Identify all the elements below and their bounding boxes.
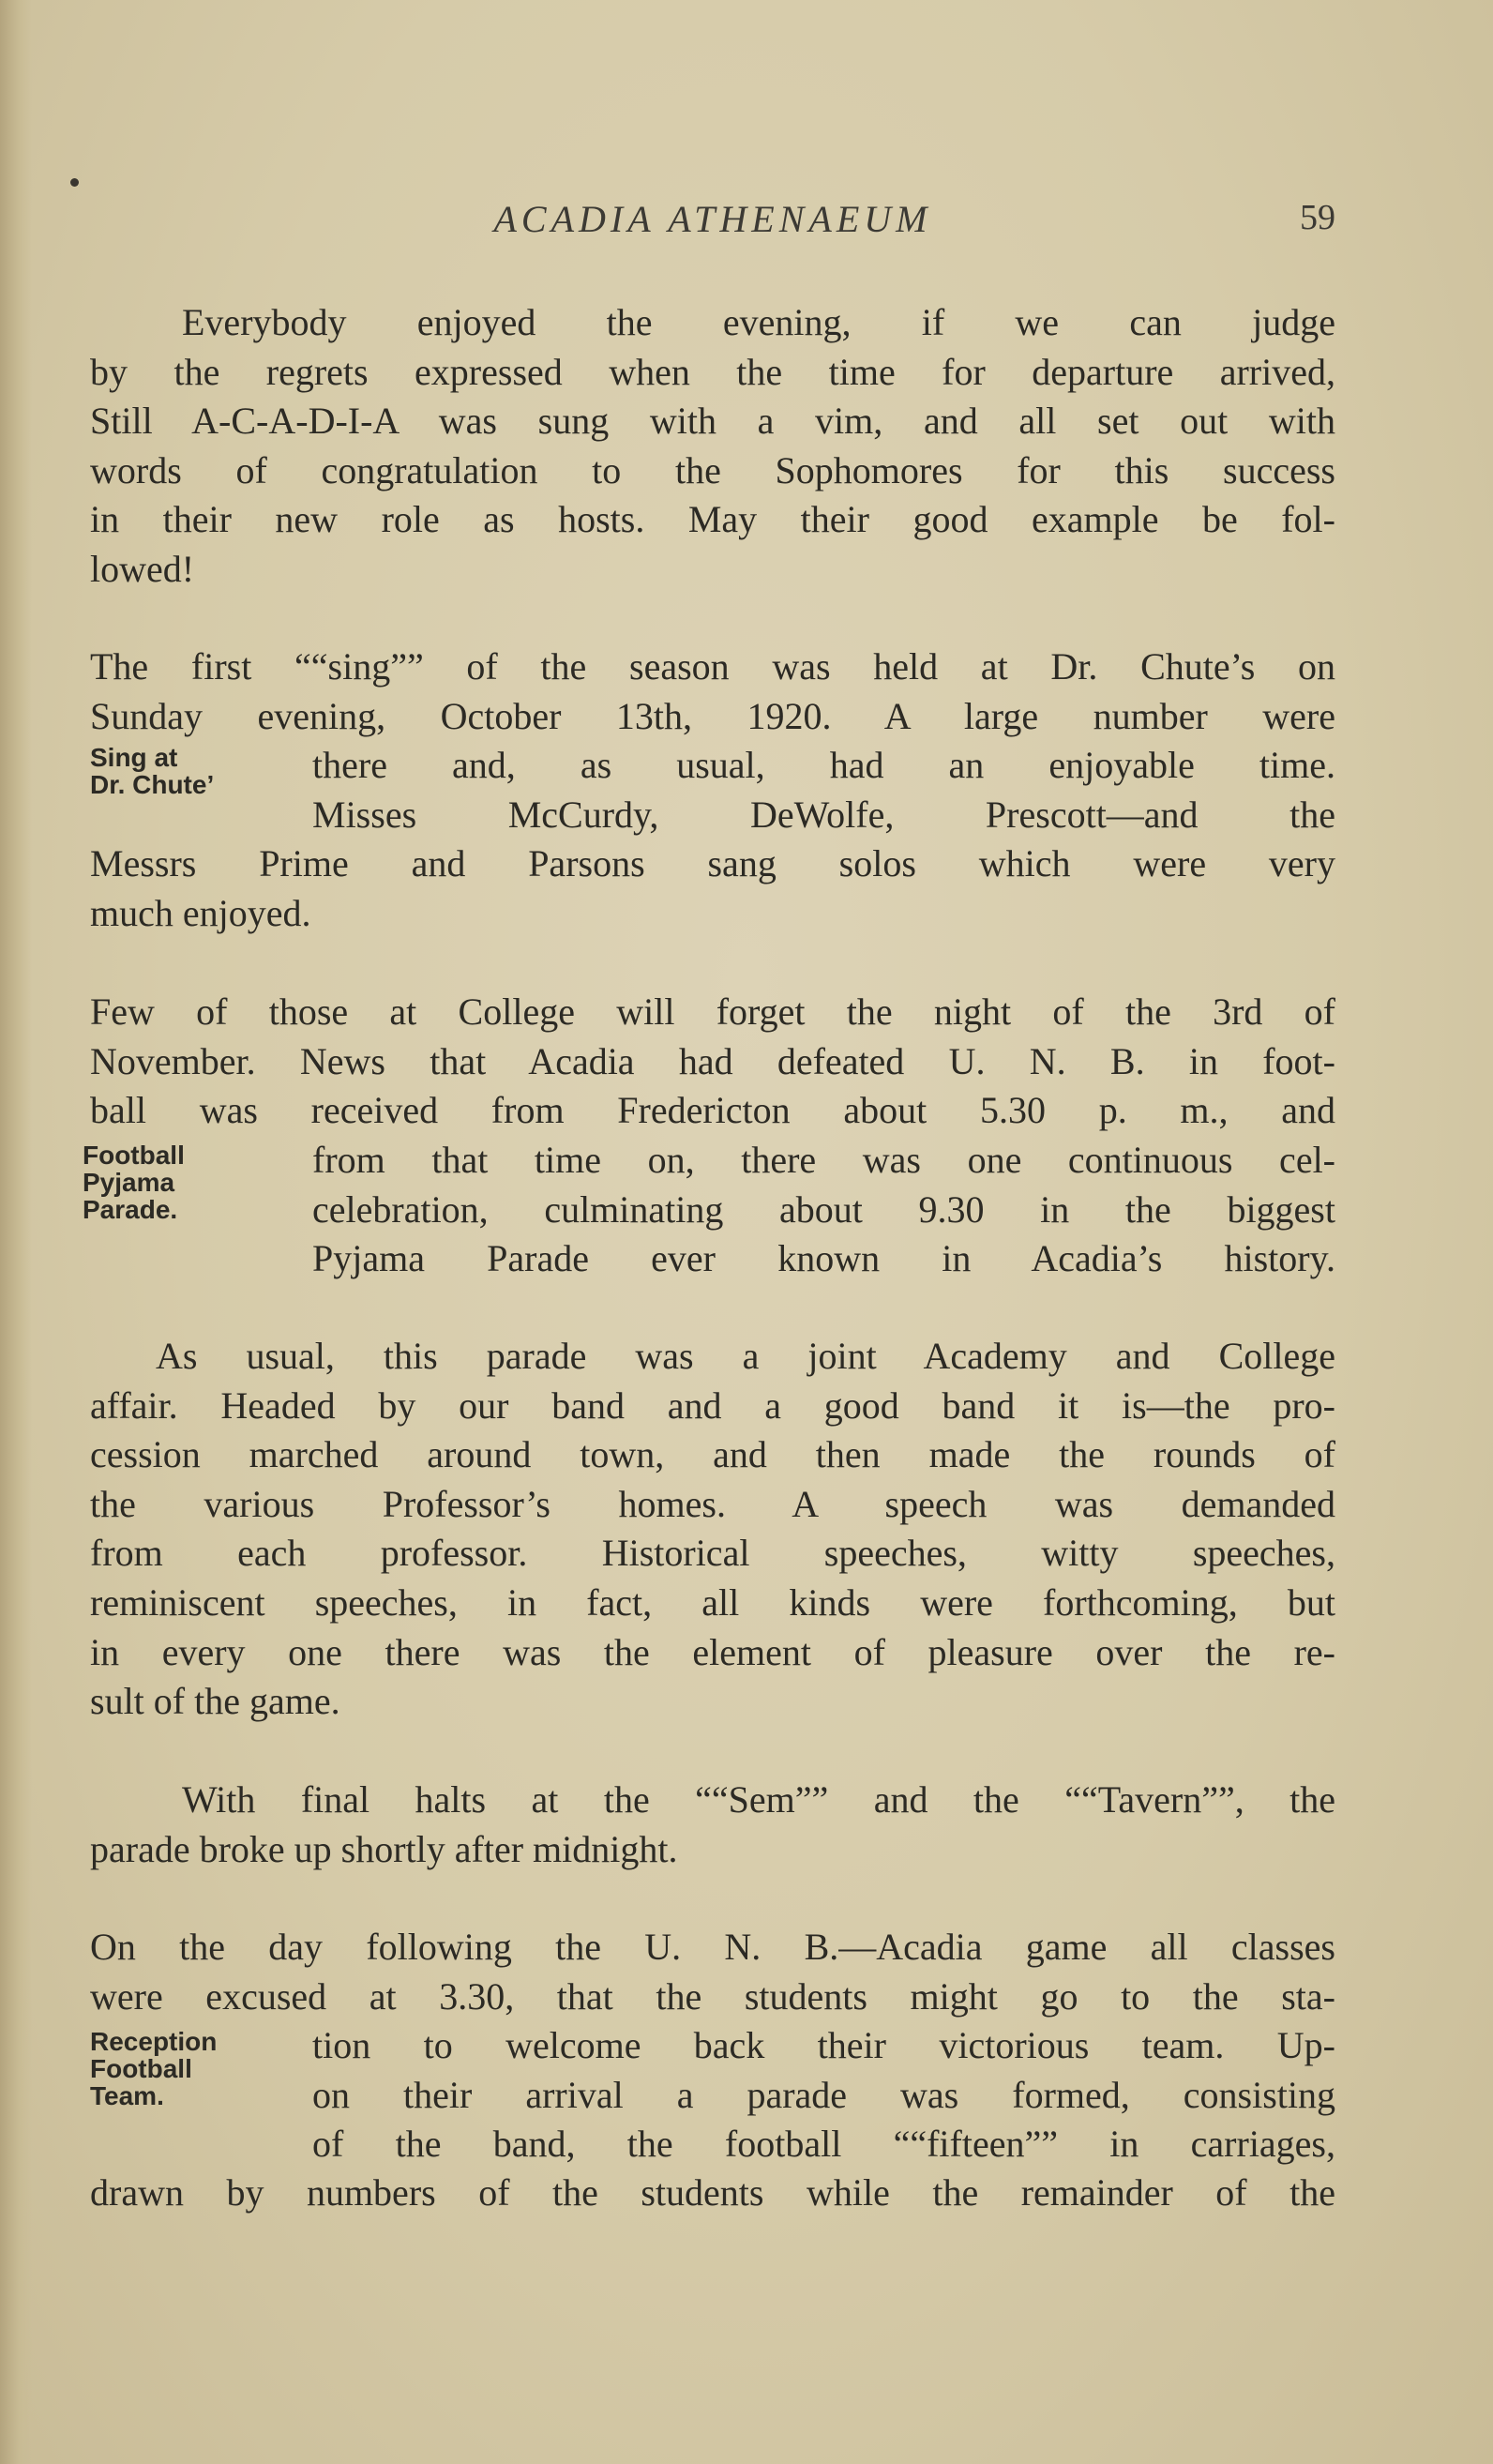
side-note-line: Sing at [90, 743, 178, 772]
text-line: much enjoyed. [90, 891, 311, 934]
page-spine-shadow [0, 0, 32, 2464]
text-line: sult of the game. [90, 1680, 340, 1723]
side-note-line: Pyjama [83, 1168, 175, 1197]
side-note-sing [90, 744, 214, 798]
paragraph-sing-end [90, 839, 1335, 938]
paragraph-reception-indented [312, 2021, 1335, 2169]
paragraph-parade [90, 1332, 1335, 1727]
text-line: lowed! [90, 547, 195, 590]
text-line: of the band, the football ““fifteen”” in carriages, [312, 2123, 1335, 2166]
text-line: were excused at 3.30, that the students might go to the sta- [90, 1974, 1335, 2018]
text-line: reminiscent speeches, in fact, all kinds were forthcoming, but [90, 1580, 1335, 1624]
paragraph-football [90, 988, 1335, 1136]
text-line: Everybody enjoyed the evening, if we can judge [182, 301, 1335, 343]
text-line: from each professor. Historical speeches, witty speeches, [90, 1532, 1335, 1575]
text-line: there and, as usual, had an enjoyable time. [312, 744, 1335, 786]
text-line: November. News that Acadia had defeated U. N. B. in foot- [90, 1039, 1335, 1082]
side-note-reception [90, 2028, 217, 2109]
paragraph-reception-end [90, 2169, 1335, 2218]
paragraph-sing-indented [312, 741, 1335, 839]
paragraph-football-indented [312, 1136, 1335, 1284]
text-line: The first ““sing”” of the season was held at Dr. Chute’s on [90, 645, 1335, 688]
text-line: in every one there was the element of pleasure over the re- [90, 1630, 1335, 1673]
side-note-line: Football [83, 1141, 185, 1170]
text-line: Pyjama Parade ever known in Acadia’s history. [312, 1237, 1335, 1280]
text-line: As usual, this parade was a joint Academy and College [156, 1335, 1335, 1377]
text-line: words of congratulation to the Sophomores for this success [90, 448, 1335, 491]
text-line: affair. Headed by our band and a good band it is—the pro- [90, 1383, 1335, 1427]
text-line: from that time on, there was one continuous cel- [312, 1139, 1335, 1181]
text-line: drawn by numbers of the students while the remainder of the [90, 2171, 1335, 2214]
text-line: on their arrival a parade was formed, consisting [312, 2073, 1335, 2116]
page-header [90, 197, 1335, 253]
ink-dot [70, 178, 79, 187]
side-note-line: Team. [90, 2081, 164, 2110]
paragraph-sing [90, 642, 1335, 741]
text-line: parade broke up shortly after midnight. [90, 1827, 678, 1870]
paragraph-reception [90, 1923, 1335, 2021]
paragraph-halts [90, 1776, 1335, 1874]
text-line: the various Professor’s homes. A speech was demanded [90, 1482, 1335, 1525]
running-title: ACADIA ATHENAEUM [493, 198, 932, 240]
side-note-line: Dr. Chute’ [90, 770, 215, 799]
side-note-line: Parade. [83, 1195, 178, 1224]
text-line: by the regrets expressed when the time for departure arrived, [90, 350, 1335, 393]
text-line: Misses McCurdy, DeWolfe, Prescott—and the [312, 793, 1335, 836]
paragraph-evening [90, 298, 1335, 595]
side-note-line: Reception [90, 2027, 218, 2056]
text-line: celebration, culminating about 9.30 in the biggest [312, 1187, 1335, 1231]
text-line: ball was received from Fredericton about 5.30 p. m., and [90, 1089, 1335, 1132]
side-note-line: Football [90, 2054, 192, 2083]
side-note-football [83, 1141, 185, 1223]
text-line: Still A-C-A-D-I-A was sung with a vim, and all set out with [90, 400, 1335, 443]
text-line: tion to welcome back their victorious team. Up- [312, 2024, 1335, 2066]
text-line: Few of those at College will forget the night of the 3rd of [90, 990, 1335, 1033]
text-line: Messrs Prime and Parsons sang solos which were very [90, 842, 1335, 884]
text-line: With final halts at the ““Sem”” and the ““Tavern””, the [182, 1778, 1335, 1821]
page-number: 59 [1300, 198, 1335, 237]
text-line: cession marched around town, and then made the rounds of [90, 1433, 1335, 1476]
text-line: On the day following the U. N. B.—Acadia game all classes [90, 1926, 1335, 1968]
text-line: in their new role as hosts. May their good example be fol- [90, 498, 1335, 541]
text-line: Sunday evening, October 13th, 1920. A large number were [90, 694, 1335, 737]
